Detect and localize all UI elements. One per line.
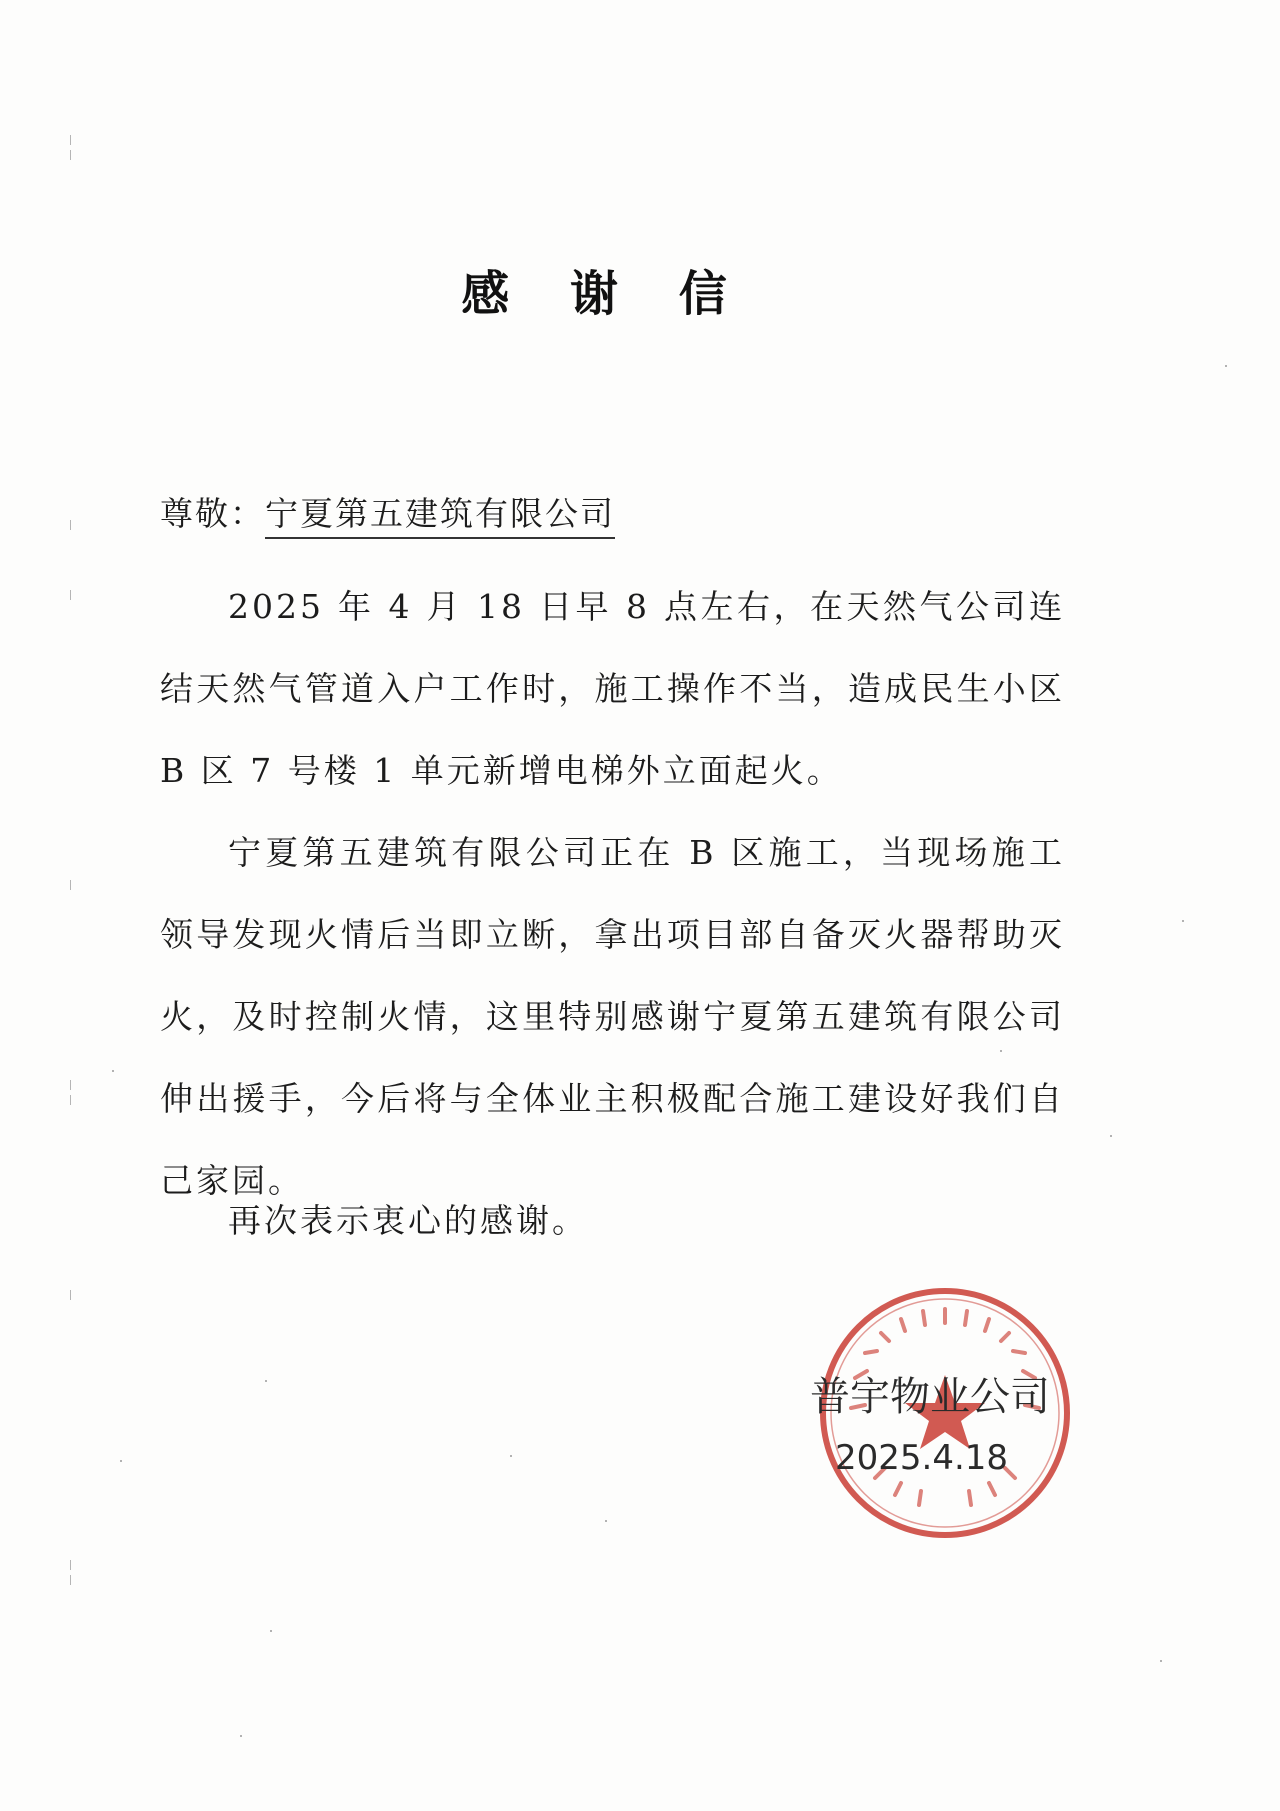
paragraph-incident: 2025 年 4 月 18 日早 8 点左右，在天然气公司连结天然气管道入户工作时，施工操作不当，造成民生小区 B 区 7 号楼 1 单元新增电梯外立面起火。 (160, 587, 1065, 790)
signature-company: 普宇物业公司 (810, 1374, 1050, 1420)
recipient-name: 宁夏第五建筑有限公司 (265, 488, 615, 539)
paragraph-thanks: 宁夏第五建筑有限公司正在 B 区施工，当现场施工领导发现火情后当即立断，拿出项目部自备灭火器帮助灭火，及时控制火情，这里特别感谢宁夏第五建筑有限公司伸出援手，今后将与全体业主积极配合施工建设好我们自己家园。 (160, 833, 1065, 1200)
signature-date: 2025.4.18 (835, 1438, 1009, 1478)
letter-title: 感 谢 信 (461, 266, 749, 322)
salutation-prefix: 尊敬： (160, 494, 265, 533)
salutation (160, 488, 615, 539)
paragraph-closing: 再次表示衷心的感谢。 (228, 1201, 588, 1240)
